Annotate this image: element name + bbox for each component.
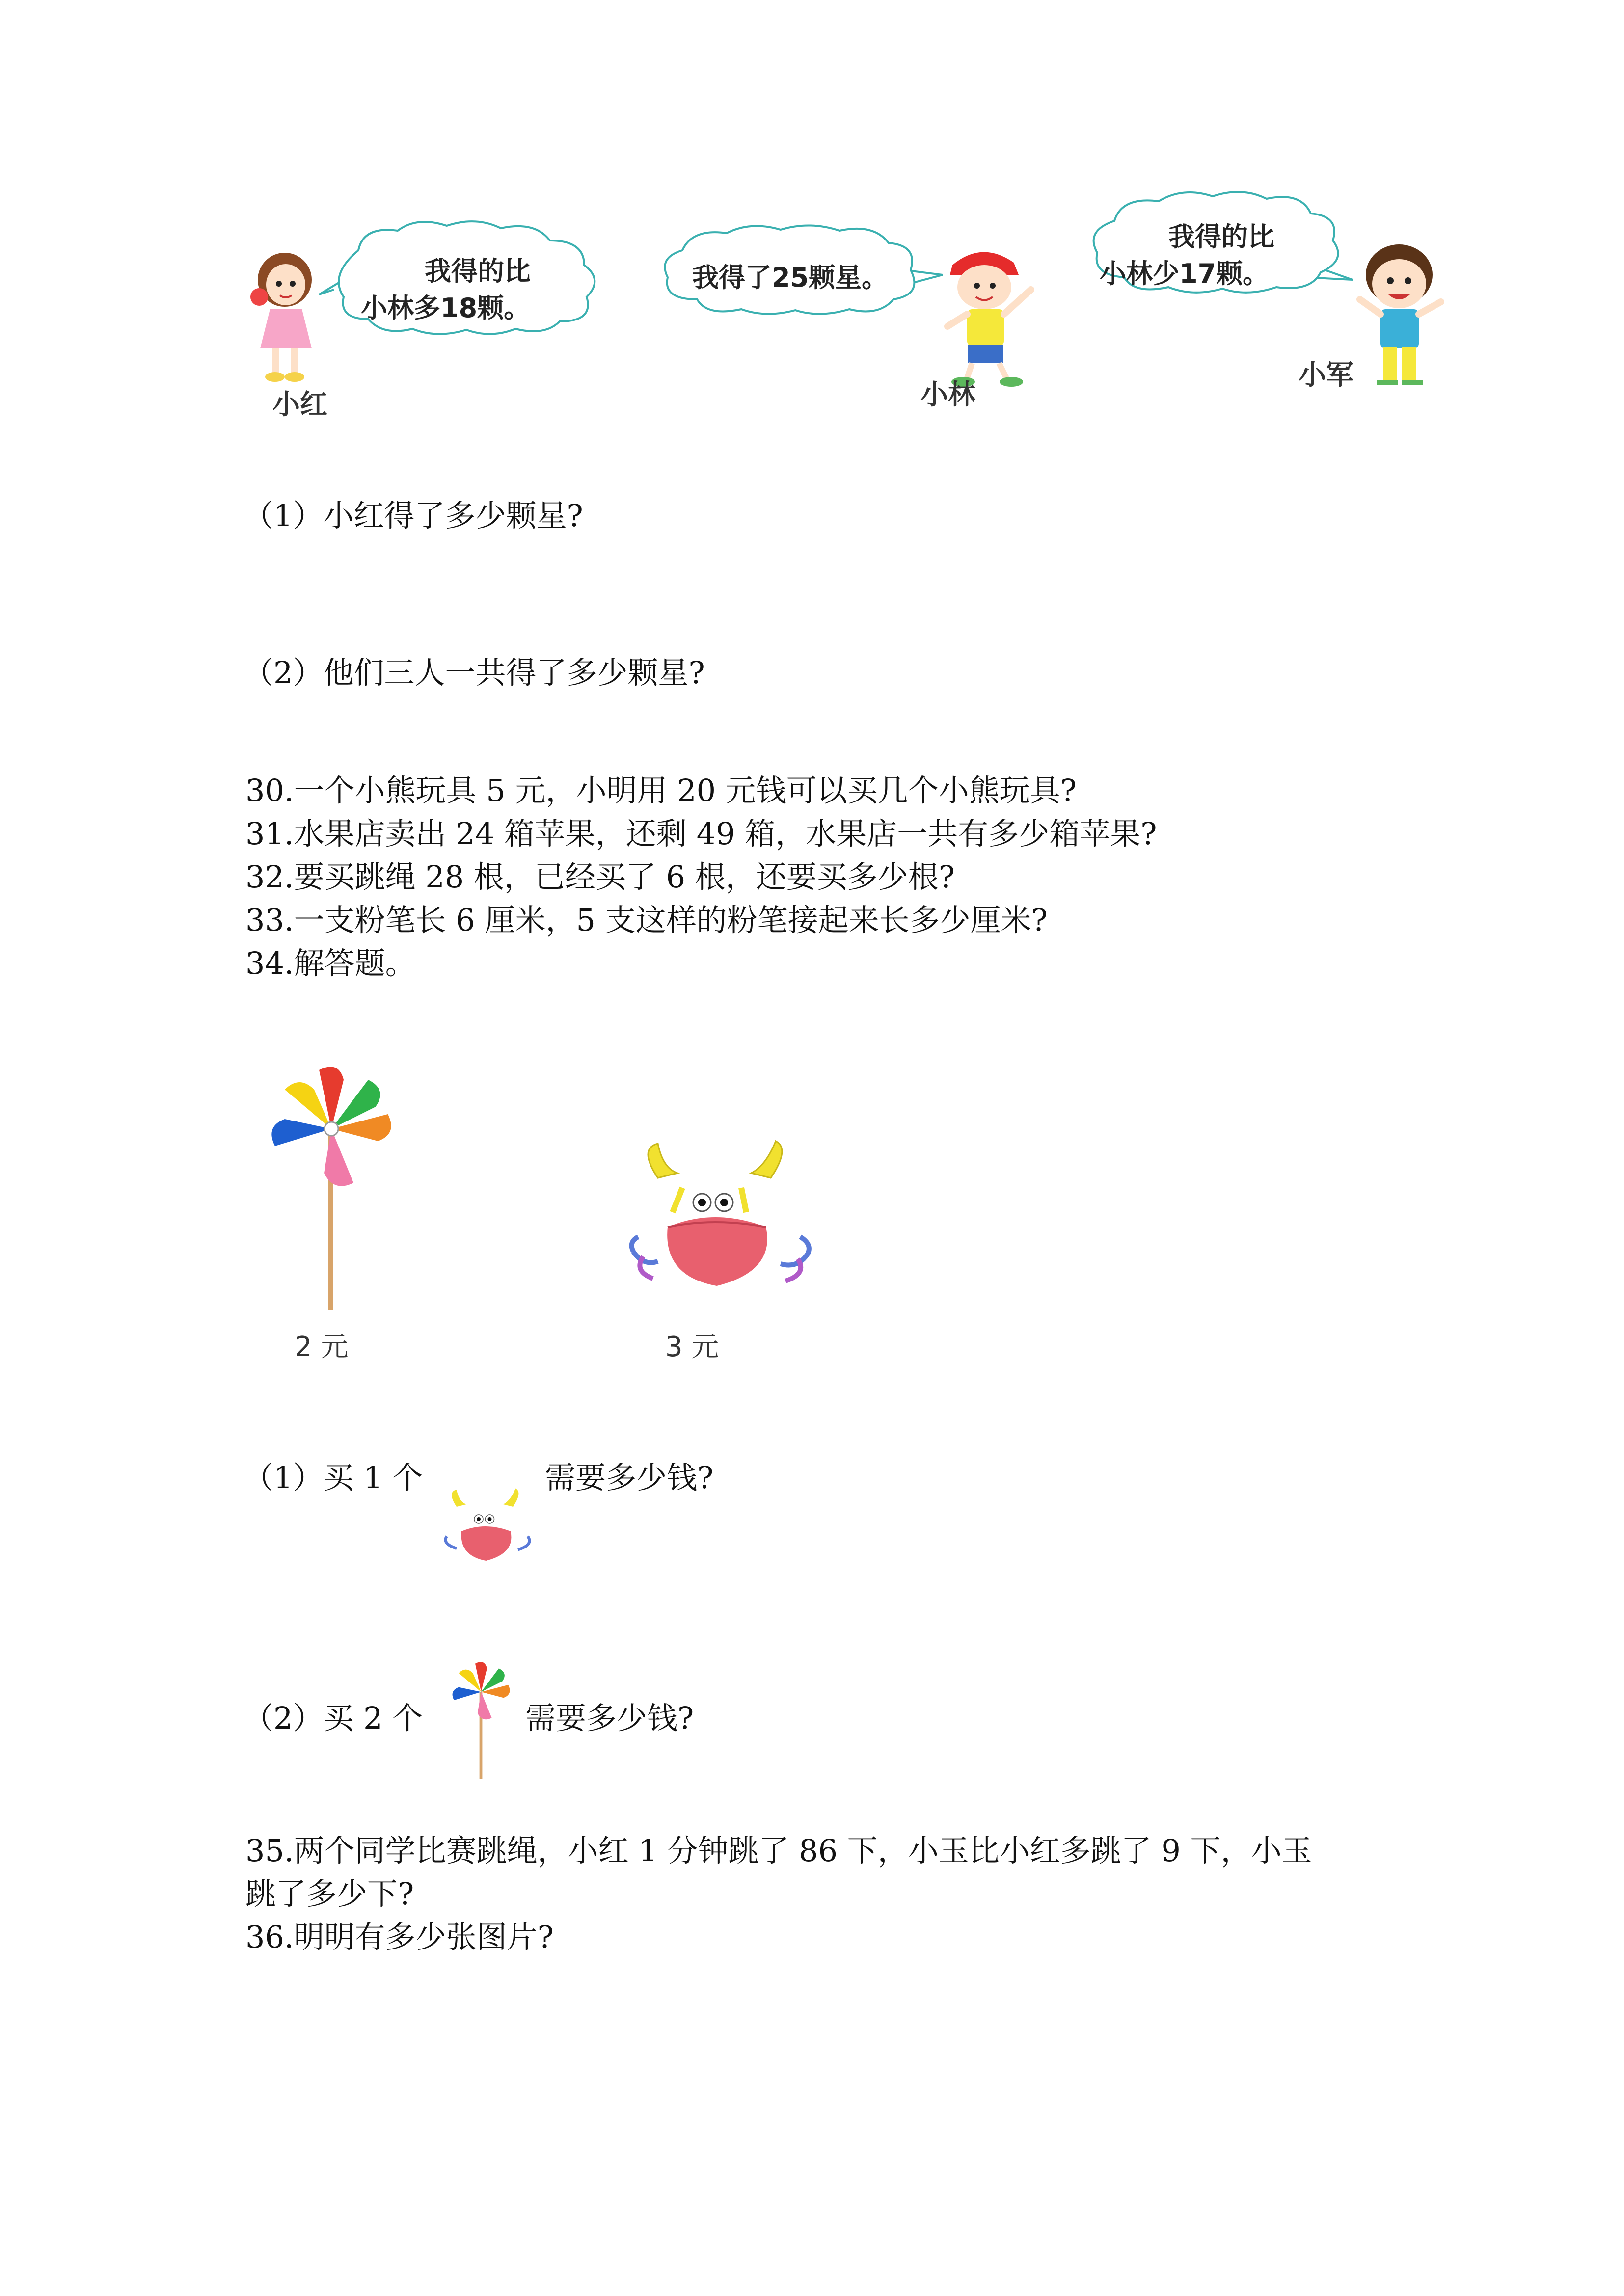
question-34: 34.解答题。 <box>245 945 416 981</box>
top-illustration <box>236 187 1463 422</box>
crab-image <box>628 1139 815 1301</box>
xiaolin-label: 小林 <box>920 379 975 411</box>
question-31: 31.水果店卖出 24 箱苹果，还剩 49 箱，水果店一共有多少箱苹果? <box>245 816 1157 852</box>
pinwheel-price: 2 元 <box>295 1331 349 1363</box>
xiaojun-figure <box>1350 240 1448 388</box>
q34-sub2-prefix: （2）买 2 个 <box>243 1700 423 1736</box>
xiaojun-label: 小军 <box>1299 359 1353 391</box>
question-32: 32.要买跳绳 28 根，已经买了 6 根，还要买多少根? <box>245 859 955 895</box>
pinwheel-image <box>265 1060 398 1310</box>
xiaohong-figure <box>245 250 329 388</box>
xiaohong-speech-line1: 我得的比 <box>425 256 531 287</box>
q34-sub2-suffix: 需要多少钱? <box>525 1700 694 1736</box>
xiaojun-speech-line1: 我得的比 <box>1168 221 1274 252</box>
xiaojun-speech-line2: 小林少17颗。 <box>1100 258 1270 289</box>
question-36: 36.明明有多少张图片? <box>245 1919 554 1955</box>
question-35-line1: 35.两个同学比赛跳绳，小红 1 分钟跳了 86 下，小玉比小红多跳了 9 下，小玉 <box>245 1833 1312 1869</box>
question-35-line2: 跳了多少下? <box>245 1876 414 1912</box>
q29-sub2: （2）他们三人一共得了多少颗星? <box>243 655 705 691</box>
q34-sub1-suffix: 需要多少钱? <box>545 1460 714 1495</box>
crab-small-icon <box>442 1487 535 1568</box>
crab-price: 3 元 <box>665 1331 719 1363</box>
pinwheel-small-icon <box>449 1659 513 1779</box>
q29-sub1: （1）小红得了多少颗星? <box>243 498 583 534</box>
xiaohong-speech-line2: 小林多18颗。 <box>361 293 531 323</box>
question-30: 30.一个小熊玩具 5 元，小明用 20 元钱可以买几个小熊玩具? <box>245 773 1077 808</box>
xiaolin-figure <box>933 240 1041 388</box>
xiaolin-speech: 我得了25颗星。 <box>692 262 889 293</box>
question-33: 33.一支粉笔长 6 厘米，5 支这样的粉笔接起来长多少厘米? <box>245 902 1048 938</box>
xiaohong-label: 小红 <box>272 389 327 421</box>
q34-sub1-prefix: （1）买 1 个 <box>243 1460 423 1495</box>
